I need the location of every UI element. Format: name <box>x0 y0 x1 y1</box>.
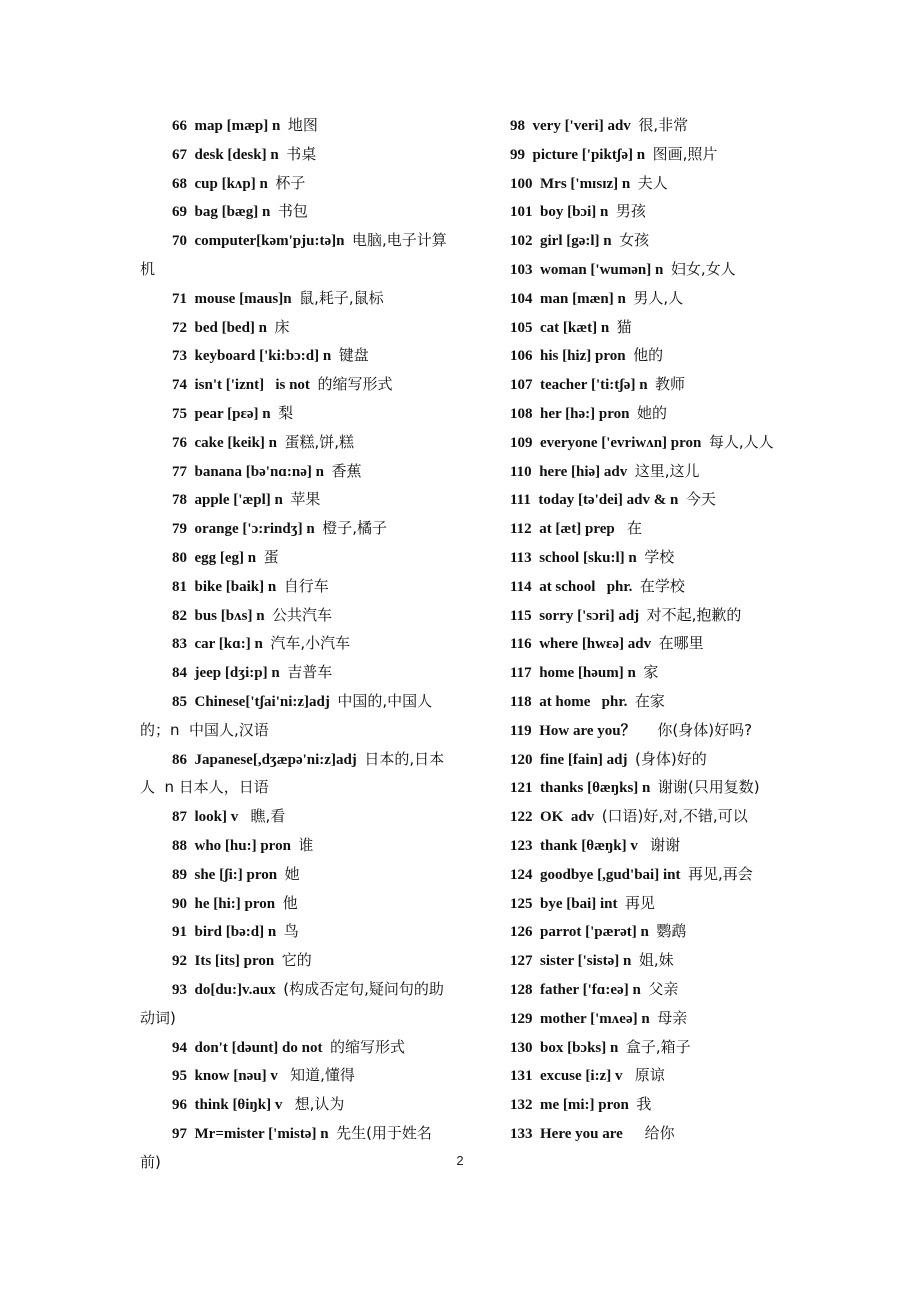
entry-number: 129 <box>510 1010 533 1027</box>
entry-number: 121 <box>510 780 533 797</box>
entry-gloss: 谁 <box>298 835 314 854</box>
entry-term: boy [bɔi] n <box>540 204 609 221</box>
entry-gloss: 床 <box>274 317 290 336</box>
vocab-entry <box>478 688 798 717</box>
entry-number: 113 <box>510 549 532 566</box>
entry-number: 75 <box>172 405 187 422</box>
entry-term: cup [kʌp] n <box>194 175 268 192</box>
vocab-entry <box>140 141 452 170</box>
entry-gloss: 香蕉 <box>331 461 362 480</box>
entry-gloss: 家 <box>643 663 659 682</box>
entry-gloss: 杯子 <box>275 173 306 192</box>
entry-term: school [sku:l] n <box>539 549 637 566</box>
vocab-entry <box>478 717 798 746</box>
entry-term: parrot ['pærət] n <box>540 924 649 941</box>
vocab-entry <box>478 170 798 199</box>
entry-number: 72 <box>172 319 187 336</box>
entry-gloss: 蛋糕,饼,糕 <box>284 432 355 451</box>
entry-number: 85 <box>172 693 187 710</box>
entry-term: map [mæp] n <box>194 118 281 134</box>
right-vocabulary-column <box>478 112 798 1149</box>
entry-term: who [hu:] pron <box>194 837 291 854</box>
entry-term: look] v <box>194 809 239 826</box>
entry-gloss: 图画,照片 <box>652 144 718 163</box>
entry-gloss: 鼠,耗子,鼠标 <box>299 288 384 307</box>
entry-term: car [kɑ:] n <box>194 636 263 653</box>
entry-term: pear [pɛə] n <box>194 405 271 422</box>
entry-term: OK adv <box>540 809 595 826</box>
entry-term: Chinese['tʃai'ni:z]adj <box>194 693 330 710</box>
entry-term: here [hiə] adv <box>539 463 628 480</box>
vocab-entry <box>140 918 452 947</box>
vocab-entry <box>140 890 452 919</box>
vocab-entry <box>478 227 798 256</box>
entry-term: bag [bæg] n <box>194 204 271 221</box>
entry-gloss: 日本的,日本人 n 日本人，日语 <box>140 749 445 797</box>
entry-gloss: 今天 <box>685 490 716 509</box>
vocab-entry <box>478 890 798 919</box>
vocab-entry <box>140 976 452 1034</box>
entry-term: egg [eg] n <box>194 549 257 566</box>
entry-term: at home phr. <box>539 693 628 710</box>
entry-term: bike [baik] n <box>194 578 277 595</box>
entry-number: 131 <box>510 1068 533 1085</box>
entry-gloss: 男人,人 <box>633 288 684 307</box>
entry-number: 68 <box>172 175 187 192</box>
entry-number: 88 <box>172 837 187 854</box>
vocab-entry <box>478 515 798 544</box>
entry-gloss: 苹果 <box>290 490 321 509</box>
vocab-entry <box>478 976 798 1005</box>
entry-gloss: 夫人 <box>637 173 668 192</box>
entry-number: 89 <box>172 866 187 883</box>
entry-number: 87 <box>172 809 187 826</box>
vocab-entry <box>140 544 452 573</box>
entry-term: everyone ['evriwʌn] pron <box>540 434 702 451</box>
vocab-entry <box>140 342 452 371</box>
entry-term: thank [θæŋk] v <box>540 837 638 854</box>
entry-gloss: 书桌 <box>286 144 317 163</box>
vocab-entry <box>140 832 452 861</box>
entry-term: box [bɔks] n <box>540 1039 619 1056</box>
vocab-entry <box>140 371 452 400</box>
entry-number: 98 <box>510 118 525 134</box>
entry-number: 128 <box>510 981 533 998</box>
entry-number: 111 <box>510 492 531 509</box>
entry-term: goodbye [,gud'bai] int <box>540 866 681 883</box>
entry-number: 108 <box>510 405 533 422</box>
vocab-entry <box>140 803 452 832</box>
vocab-entry <box>478 285 798 314</box>
entry-term: she [ʃi:] pron <box>194 866 278 883</box>
entry-term: cake [keik] n <box>194 434 277 451</box>
entry-term: sister ['sistə] n <box>540 953 632 970</box>
vocab-entry <box>140 112 452 141</box>
vocab-entry <box>140 227 452 285</box>
vocab-entry <box>478 630 798 659</box>
entry-number: 77 <box>172 463 187 480</box>
entry-term: her [hə:] pron <box>540 405 630 422</box>
entry-term: Its [its] pron <box>194 953 275 970</box>
vocab-entry <box>478 918 798 947</box>
entry-number: 119 <box>510 722 532 739</box>
vocab-entry <box>140 1091 452 1120</box>
entry-term: bird [bə:d] n <box>194 924 277 941</box>
entry-gloss: 她的 <box>636 403 667 422</box>
entry-gloss: 公共汽车 <box>272 605 333 624</box>
entry-gloss: 键盘 <box>338 346 369 365</box>
vocab-entry <box>478 400 798 429</box>
vocab-entry <box>140 198 452 227</box>
entry-term: bye [bai] int <box>540 895 618 912</box>
vocab-entry <box>140 659 452 688</box>
entry-number: 69 <box>172 204 187 221</box>
entry-number: 93 <box>172 981 187 998</box>
entry-term: banana [bə'nɑ:nə] n <box>194 463 324 480</box>
entry-number: 67 <box>172 146 187 163</box>
entry-number: 120 <box>510 751 533 768</box>
entry-term: Here you are <box>540 1125 623 1142</box>
page-number: 2 <box>456 1153 464 1168</box>
entry-number: 127 <box>510 953 533 970</box>
entry-gloss: 先生(用于姓名前) <box>140 1123 432 1171</box>
vocab-entry <box>140 947 452 976</box>
entry-number: 83 <box>172 636 187 653</box>
vocab-entry <box>478 198 798 227</box>
entry-term: don't [dəunt] do not <box>194 1039 323 1056</box>
entry-gloss: 盒子,箱子 <box>625 1037 691 1056</box>
vocab-entry <box>478 342 798 371</box>
entry-number: 115 <box>510 607 532 624</box>
entry-gloss: 谢谢 <box>645 835 681 854</box>
entry-gloss: 吉普车 <box>287 663 333 682</box>
entry-gloss: 想,认为 <box>289 1095 345 1114</box>
vocab-entry <box>478 1062 798 1091</box>
entry-term: he [hi:] pron <box>194 895 276 912</box>
entry-term: me [mi:] pron <box>540 1097 629 1114</box>
entry-gloss: 鹦鹉 <box>656 922 687 941</box>
entry-term: very ['veri] adv <box>532 118 631 134</box>
entry-term: Mr=mister ['mistə] n <box>194 1125 329 1142</box>
entry-number: 82 <box>172 607 187 624</box>
entry-number: 74 <box>172 377 187 394</box>
vocab-entry <box>478 1034 798 1063</box>
entry-gloss: 他 <box>282 893 298 912</box>
entry-term: fine [fain] adj <box>540 751 628 768</box>
entry-gloss: 电脑,电子计算机 <box>140 231 447 278</box>
vocab-entry <box>478 947 798 976</box>
vocab-entry <box>478 861 798 890</box>
vocab-entry <box>140 630 452 659</box>
vocab-entry <box>478 1005 798 1034</box>
vocab-entry <box>140 688 452 746</box>
vocab-entry <box>478 832 798 861</box>
entry-number: 76 <box>172 434 187 451</box>
vocab-entry <box>478 659 798 688</box>
entry-term: bus [bʌs] n <box>194 607 265 624</box>
entry-term: man [mæn] n <box>540 290 626 307</box>
entry-number: 100 <box>510 175 533 192</box>
entry-gloss: 原谅 <box>629 1066 665 1085</box>
entry-number: 133 <box>510 1125 533 1142</box>
entry-gloss: 对不起,抱歉的 <box>646 605 742 624</box>
entry-number: 116 <box>510 636 532 653</box>
vocab-entry <box>140 515 452 544</box>
entry-number: 112 <box>510 521 532 538</box>
entry-number: 125 <box>510 895 533 912</box>
entry-number: 109 <box>510 434 533 451</box>
entry-term: desk [desk] n <box>194 146 279 163</box>
vocab-entry <box>478 256 798 285</box>
entry-number: 80 <box>172 549 187 566</box>
vocab-entry <box>478 486 798 515</box>
entry-gloss: 每人,人人 <box>708 432 774 451</box>
entry-gloss: 父亲 <box>648 979 679 998</box>
entry-number: 110 <box>510 463 532 480</box>
vocab-entry <box>140 400 452 429</box>
entry-gloss: 给你 <box>630 1123 675 1142</box>
vocab-entry <box>478 314 798 343</box>
entry-number: 70 <box>172 233 187 250</box>
entry-number: 91 <box>172 924 187 941</box>
entry-term: jeep [dʒi:p] n <box>194 665 280 682</box>
entry-term: do[du:]v.aux <box>194 981 276 998</box>
entry-gloss: 男孩 <box>615 202 646 221</box>
entry-number: 79 <box>172 521 187 538</box>
entry-term: mouse [maus]n <box>194 290 292 307</box>
vocab-entry <box>478 746 798 775</box>
entry-gloss: 他的 <box>633 346 664 365</box>
entry-number: 84 <box>172 665 187 682</box>
entry-term: home [həum] n <box>539 665 636 682</box>
entry-number: 114 <box>510 578 532 595</box>
entry-term: keyboard ['ki:bɔ:d] n <box>194 348 332 365</box>
entry-number: 95 <box>172 1068 187 1085</box>
entry-term: at school phr. <box>539 578 633 595</box>
entry-number: 104 <box>510 290 533 307</box>
vocab-entry <box>478 774 798 803</box>
entry-number: 122 <box>510 809 533 826</box>
entry-term: picture ['piktʃə] n <box>532 146 646 163</box>
entry-number: 102 <box>510 233 533 250</box>
vocab-entry <box>140 746 452 804</box>
vocab-entry <box>478 803 798 832</box>
entry-gloss: 瞧,看 <box>245 807 286 826</box>
entry-number: 124 <box>510 866 533 883</box>
entry-number: 106 <box>510 348 533 365</box>
entry-term: at [æt] prep <box>539 521 615 538</box>
vocab-entry <box>478 112 798 141</box>
vocab-entry <box>140 1034 452 1063</box>
entry-gloss: 自行车 <box>283 576 329 595</box>
entry-number: 73 <box>172 348 187 365</box>
entry-number: 117 <box>510 665 532 682</box>
entry-gloss: 在哪里 <box>658 634 704 653</box>
entry-gloss: 姐,妹 <box>638 951 674 970</box>
entry-number: 78 <box>172 492 187 509</box>
vocab-entry <box>478 1120 798 1149</box>
entry-term: How are you？ <box>539 722 636 739</box>
vocab-entry <box>140 170 452 199</box>
entry-term: thanks [θæŋks] n <box>540 780 651 797</box>
entry-number: 99 <box>510 146 525 163</box>
vocab-entry <box>478 573 798 602</box>
vocab-entry <box>140 573 452 602</box>
entry-gloss: 的缩写形式 <box>329 1037 405 1056</box>
entry-term: where [hwɛə] adv <box>539 636 652 653</box>
entry-term: orange ['ɔ:rindʒ] n <box>194 521 315 538</box>
entry-number: 66 <box>172 118 187 134</box>
entry-gloss: 再见 <box>625 893 656 912</box>
entry-term: Mrs ['mɪsɪz] n <box>540 175 631 192</box>
entry-gloss: 地图 <box>287 116 318 134</box>
entry-gloss: 女孩 <box>619 231 650 250</box>
entry-number: 132 <box>510 1097 533 1114</box>
entry-gloss: 这里,这儿 <box>634 461 700 480</box>
vocab-entry <box>140 1120 452 1178</box>
entry-term: woman ['wumən] n <box>540 261 664 278</box>
left-vocabulary-column <box>140 112 452 1177</box>
entry-number: 118 <box>510 693 532 710</box>
vocab-entry <box>478 141 798 170</box>
entry-gloss: 中国的,中国人的；n 中国人,汉语 <box>140 691 433 739</box>
vocab-entry <box>140 429 452 458</box>
vocab-entry <box>140 1062 452 1091</box>
entry-gloss: 再见,再会 <box>687 864 753 883</box>
entry-number: 86 <box>172 751 187 768</box>
entry-term: computer[kəm'pju:tə]n <box>194 233 345 250</box>
entry-term: excuse [i:z] v <box>540 1068 623 1085</box>
entry-gloss: 很,非常 <box>638 116 689 134</box>
entry-gloss: 谢谢(只用复数) <box>657 778 760 797</box>
vocab-entry <box>140 285 452 314</box>
entry-term: know [nəu] v <box>194 1068 278 1085</box>
entry-gloss: 汽车,小汽车 <box>270 634 351 653</box>
entry-gloss: 橙子,橘子 <box>322 519 387 538</box>
entry-term: girl [gə:l] n <box>540 233 612 250</box>
vocab-entry <box>140 314 452 343</box>
entry-gloss: 在 <box>622 519 643 538</box>
entry-gloss: 教师 <box>655 375 686 394</box>
entry-gloss: (构成否定句,疑问句的助动词) <box>140 979 444 1027</box>
entry-gloss: 知道,懂得 <box>285 1066 355 1085</box>
entry-number: 123 <box>510 837 533 854</box>
entry-term: think [θiŋk] v <box>194 1097 283 1114</box>
entry-gloss: 学校 <box>644 547 675 566</box>
vocab-entry <box>478 371 798 400</box>
entry-gloss: 它的 <box>281 951 312 970</box>
entry-term: mother ['mʌeə] n <box>540 1010 650 1027</box>
vocab-entry <box>478 458 798 487</box>
entry-gloss: 她 <box>284 864 300 883</box>
entry-gloss: 书包 <box>277 202 308 221</box>
entry-term: Japanese[,dʒæpə'ni:z]adj <box>194 751 357 768</box>
entry-term: bed [bed] n <box>194 319 268 336</box>
entry-number: 130 <box>510 1039 533 1056</box>
entry-gloss: 我 <box>636 1095 652 1114</box>
entry-term: his [hiz] pron <box>540 348 626 365</box>
vocab-entry <box>478 544 798 573</box>
vocab-entry <box>140 458 452 487</box>
entry-gloss: 的缩写形式 <box>317 375 393 394</box>
vocab-entry <box>140 861 452 890</box>
entry-gloss: 在学校 <box>639 576 685 595</box>
entry-number: 92 <box>172 953 187 970</box>
entry-number: 94 <box>172 1039 187 1056</box>
entry-number: 107 <box>510 377 533 394</box>
vocab-entry <box>140 602 452 631</box>
entry-term: sorry ['sɔri] adj <box>539 607 640 624</box>
vocab-entry <box>140 486 452 515</box>
entry-number: 101 <box>510 204 533 221</box>
entry-gloss: 妇女,女人 <box>670 259 736 278</box>
entry-term: cat [kæt] n <box>540 319 610 336</box>
entry-number: 71 <box>172 290 187 307</box>
entry-term: apple ['æpl] n <box>194 492 283 509</box>
entry-number: 103 <box>510 261 533 278</box>
entry-gloss: 母亲 <box>657 1008 688 1027</box>
entry-gloss: 在家 <box>634 691 665 710</box>
vocab-entry <box>478 429 798 458</box>
entry-term: teacher ['ti:tʃə] n <box>540 377 648 394</box>
entry-gloss: 梨 <box>278 403 294 422</box>
entry-gloss: 蛋 <box>263 547 279 566</box>
entry-term: isn't ['iznt] is not <box>194 377 310 394</box>
entry-number: 97 <box>172 1125 187 1142</box>
vocab-entry <box>478 602 798 631</box>
entry-gloss: (口语)好,对,不错,可以 <box>601 807 748 826</box>
entry-number: 126 <box>510 924 533 941</box>
entry-term: today [tə'dei] adv & n <box>538 492 679 509</box>
entry-gloss: (身体)好的 <box>635 749 707 768</box>
entry-number: 90 <box>172 895 187 912</box>
vocab-entry <box>478 1091 798 1120</box>
entry-gloss: 你(身体)好吗? <box>643 720 753 739</box>
entry-number: 96 <box>172 1097 187 1114</box>
entry-gloss: 猫 <box>616 317 632 336</box>
entry-term: father ['fɑ:eə] n <box>540 981 641 998</box>
entry-gloss: 鸟 <box>283 922 299 941</box>
entry-number: 81 <box>172 578 187 595</box>
entry-number: 105 <box>510 319 533 336</box>
